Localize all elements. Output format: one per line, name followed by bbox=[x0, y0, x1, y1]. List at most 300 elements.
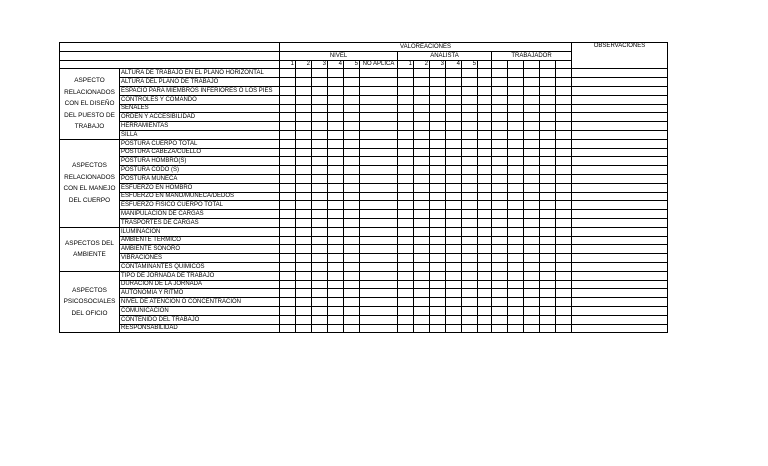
rating-cell[interactable] bbox=[508, 192, 524, 201]
rating-cell[interactable] bbox=[572, 236, 668, 245]
rating-cell[interactable] bbox=[462, 201, 478, 210]
rating-cell[interactable] bbox=[572, 148, 668, 157]
rating-cell[interactable] bbox=[296, 69, 312, 78]
rating-cell[interactable] bbox=[524, 254, 540, 263]
rating-cell[interactable] bbox=[492, 183, 508, 192]
rating-cell[interactable] bbox=[492, 139, 508, 148]
rating-cell[interactable] bbox=[398, 218, 414, 227]
rating-cell[interactable] bbox=[430, 306, 446, 315]
rating-cell[interactable] bbox=[446, 289, 462, 298]
rating-cell[interactable] bbox=[398, 174, 414, 183]
rating-cell[interactable] bbox=[508, 139, 524, 148]
rating-cell[interactable] bbox=[478, 280, 492, 289]
rating-cell[interactable] bbox=[312, 280, 328, 289]
rating-cell[interactable] bbox=[398, 271, 414, 280]
rating-cell[interactable] bbox=[556, 254, 572, 263]
rating-cell[interactable] bbox=[414, 104, 430, 113]
rating-cell[interactable] bbox=[398, 227, 414, 236]
rating-cell[interactable] bbox=[540, 201, 556, 210]
rating-cell[interactable] bbox=[344, 122, 360, 131]
rating-cell[interactable] bbox=[462, 306, 478, 315]
rating-cell[interactable] bbox=[462, 280, 478, 289]
rating-cell[interactable] bbox=[344, 271, 360, 280]
rating-cell[interactable] bbox=[446, 227, 462, 236]
rating-cell[interactable] bbox=[462, 95, 478, 104]
rating-cell[interactable] bbox=[556, 174, 572, 183]
rating-cell[interactable] bbox=[414, 262, 430, 271]
rating-cell[interactable] bbox=[572, 271, 668, 280]
rating-cell[interactable] bbox=[478, 262, 492, 271]
rating-cell[interactable] bbox=[556, 227, 572, 236]
rating-cell[interactable] bbox=[430, 183, 446, 192]
rating-cell[interactable] bbox=[430, 271, 446, 280]
rating-cell[interactable] bbox=[360, 306, 398, 315]
rating-cell[interactable] bbox=[280, 122, 296, 131]
rating-cell[interactable] bbox=[328, 227, 344, 236]
rating-cell[interactable] bbox=[430, 315, 446, 324]
rating-cell[interactable] bbox=[344, 130, 360, 139]
rating-cell[interactable] bbox=[280, 271, 296, 280]
rating-cell[interactable] bbox=[556, 122, 572, 131]
rating-cell[interactable] bbox=[312, 139, 328, 148]
rating-cell[interactable] bbox=[492, 245, 508, 254]
rating-cell[interactable] bbox=[524, 69, 540, 78]
rating-cell[interactable] bbox=[328, 130, 344, 139]
rating-cell[interactable] bbox=[508, 315, 524, 324]
rating-cell[interactable] bbox=[414, 166, 430, 175]
rating-cell[interactable] bbox=[398, 157, 414, 166]
rating-cell[interactable] bbox=[572, 218, 668, 227]
rating-cell[interactable] bbox=[312, 201, 328, 210]
rating-cell[interactable] bbox=[478, 122, 492, 131]
rating-cell[interactable] bbox=[398, 183, 414, 192]
rating-cell[interactable] bbox=[430, 245, 446, 254]
rating-cell[interactable] bbox=[556, 95, 572, 104]
rating-cell[interactable] bbox=[508, 306, 524, 315]
rating-cell[interactable] bbox=[462, 166, 478, 175]
rating-cell[interactable] bbox=[414, 122, 430, 131]
rating-cell[interactable] bbox=[524, 148, 540, 157]
rating-cell[interactable] bbox=[360, 262, 398, 271]
rating-cell[interactable] bbox=[540, 192, 556, 201]
rating-cell[interactable] bbox=[508, 122, 524, 131]
rating-cell[interactable] bbox=[478, 95, 492, 104]
rating-cell[interactable] bbox=[572, 298, 668, 307]
rating-cell[interactable] bbox=[540, 78, 556, 87]
rating-cell[interactable] bbox=[328, 210, 344, 219]
rating-cell[interactable] bbox=[398, 166, 414, 175]
rating-cell[interactable] bbox=[540, 148, 556, 157]
rating-cell[interactable] bbox=[398, 254, 414, 263]
rating-cell[interactable] bbox=[414, 113, 430, 122]
rating-cell[interactable] bbox=[430, 254, 446, 263]
rating-cell[interactable] bbox=[296, 210, 312, 219]
rating-cell[interactable] bbox=[556, 271, 572, 280]
rating-cell[interactable] bbox=[328, 245, 344, 254]
rating-cell[interactable] bbox=[556, 298, 572, 307]
rating-cell[interactable] bbox=[360, 218, 398, 227]
rating-cell[interactable] bbox=[360, 157, 398, 166]
rating-cell[interactable] bbox=[478, 113, 492, 122]
rating-cell[interactable] bbox=[280, 104, 296, 113]
rating-cell[interactable] bbox=[360, 210, 398, 219]
rating-cell[interactable] bbox=[492, 104, 508, 113]
rating-cell[interactable] bbox=[556, 148, 572, 157]
rating-cell[interactable] bbox=[446, 254, 462, 263]
rating-cell[interactable] bbox=[556, 210, 572, 219]
rating-cell[interactable] bbox=[556, 315, 572, 324]
rating-cell[interactable] bbox=[344, 157, 360, 166]
rating-cell[interactable] bbox=[524, 227, 540, 236]
rating-cell[interactable] bbox=[478, 166, 492, 175]
rating-cell[interactable] bbox=[414, 157, 430, 166]
rating-cell[interactable] bbox=[328, 166, 344, 175]
rating-cell[interactable] bbox=[524, 271, 540, 280]
rating-cell[interactable] bbox=[572, 254, 668, 263]
rating-cell[interactable] bbox=[328, 254, 344, 263]
rating-cell[interactable] bbox=[312, 130, 328, 139]
rating-cell[interactable] bbox=[492, 236, 508, 245]
rating-cell[interactable] bbox=[328, 148, 344, 157]
rating-cell[interactable] bbox=[360, 271, 398, 280]
rating-cell[interactable] bbox=[492, 130, 508, 139]
rating-cell[interactable] bbox=[430, 130, 446, 139]
rating-cell[interactable] bbox=[446, 183, 462, 192]
rating-cell[interactable] bbox=[296, 122, 312, 131]
rating-cell[interactable] bbox=[508, 245, 524, 254]
rating-cell[interactable] bbox=[446, 271, 462, 280]
rating-cell[interactable] bbox=[344, 210, 360, 219]
rating-cell[interactable] bbox=[556, 78, 572, 87]
rating-cell[interactable] bbox=[524, 86, 540, 95]
rating-cell[interactable] bbox=[524, 166, 540, 175]
rating-cell[interactable] bbox=[508, 95, 524, 104]
rating-cell[interactable] bbox=[492, 78, 508, 87]
rating-cell[interactable] bbox=[296, 271, 312, 280]
rating-cell[interactable] bbox=[446, 69, 462, 78]
rating-cell[interactable] bbox=[446, 86, 462, 95]
rating-cell[interactable] bbox=[478, 139, 492, 148]
rating-cell[interactable] bbox=[508, 262, 524, 271]
rating-cell[interactable] bbox=[508, 166, 524, 175]
rating-cell[interactable] bbox=[360, 166, 398, 175]
rating-cell[interactable] bbox=[462, 113, 478, 122]
rating-cell[interactable] bbox=[572, 289, 668, 298]
rating-cell[interactable] bbox=[572, 262, 668, 271]
rating-cell[interactable] bbox=[572, 210, 668, 219]
rating-cell[interactable] bbox=[360, 227, 398, 236]
rating-cell[interactable] bbox=[446, 324, 462, 333]
rating-cell[interactable] bbox=[524, 130, 540, 139]
rating-cell[interactable] bbox=[344, 78, 360, 87]
rating-cell[interactable] bbox=[414, 227, 430, 236]
rating-cell[interactable] bbox=[296, 192, 312, 201]
rating-cell[interactable] bbox=[280, 262, 296, 271]
rating-cell[interactable] bbox=[328, 69, 344, 78]
rating-cell[interactable] bbox=[414, 69, 430, 78]
rating-cell[interactable] bbox=[540, 183, 556, 192]
rating-cell[interactable] bbox=[414, 218, 430, 227]
rating-cell[interactable] bbox=[508, 298, 524, 307]
rating-cell[interactable] bbox=[572, 157, 668, 166]
rating-cell[interactable] bbox=[296, 174, 312, 183]
rating-cell[interactable] bbox=[280, 113, 296, 122]
rating-cell[interactable] bbox=[312, 113, 328, 122]
rating-cell[interactable] bbox=[492, 148, 508, 157]
rating-cell[interactable] bbox=[344, 174, 360, 183]
rating-cell[interactable] bbox=[398, 148, 414, 157]
rating-cell[interactable] bbox=[328, 104, 344, 113]
rating-cell[interactable] bbox=[478, 174, 492, 183]
rating-cell[interactable] bbox=[462, 210, 478, 219]
rating-cell[interactable] bbox=[446, 148, 462, 157]
rating-cell[interactable] bbox=[344, 201, 360, 210]
rating-cell[interactable] bbox=[524, 280, 540, 289]
rating-cell[interactable] bbox=[572, 324, 668, 333]
rating-cell[interactable] bbox=[478, 78, 492, 87]
rating-cell[interactable] bbox=[556, 324, 572, 333]
rating-cell[interactable] bbox=[328, 183, 344, 192]
rating-cell[interactable] bbox=[572, 95, 668, 104]
rating-cell[interactable] bbox=[572, 69, 668, 78]
rating-cell[interactable] bbox=[312, 218, 328, 227]
rating-cell[interactable] bbox=[508, 157, 524, 166]
rating-cell[interactable] bbox=[478, 130, 492, 139]
rating-cell[interactable] bbox=[572, 306, 668, 315]
rating-cell[interactable] bbox=[328, 95, 344, 104]
rating-cell[interactable] bbox=[312, 262, 328, 271]
rating-cell[interactable] bbox=[556, 218, 572, 227]
rating-cell[interactable] bbox=[430, 324, 446, 333]
rating-cell[interactable] bbox=[328, 236, 344, 245]
rating-cell[interactable] bbox=[344, 280, 360, 289]
rating-cell[interactable] bbox=[462, 192, 478, 201]
rating-cell[interactable] bbox=[478, 218, 492, 227]
rating-cell[interactable] bbox=[430, 192, 446, 201]
rating-cell[interactable] bbox=[280, 139, 296, 148]
rating-cell[interactable] bbox=[296, 245, 312, 254]
rating-cell[interactable] bbox=[572, 139, 668, 148]
rating-cell[interactable] bbox=[280, 86, 296, 95]
rating-cell[interactable] bbox=[398, 104, 414, 113]
rating-cell[interactable] bbox=[462, 324, 478, 333]
rating-cell[interactable] bbox=[572, 315, 668, 324]
rating-cell[interactable] bbox=[446, 174, 462, 183]
rating-cell[interactable] bbox=[312, 271, 328, 280]
rating-cell[interactable] bbox=[296, 95, 312, 104]
rating-cell[interactable] bbox=[430, 104, 446, 113]
rating-cell[interactable] bbox=[414, 192, 430, 201]
rating-cell[interactable] bbox=[462, 78, 478, 87]
rating-cell[interactable] bbox=[430, 262, 446, 271]
rating-cell[interactable] bbox=[280, 218, 296, 227]
rating-cell[interactable] bbox=[398, 210, 414, 219]
rating-cell[interactable] bbox=[540, 130, 556, 139]
rating-cell[interactable] bbox=[462, 69, 478, 78]
rating-cell[interactable] bbox=[312, 122, 328, 131]
rating-cell[interactable] bbox=[524, 192, 540, 201]
rating-cell[interactable] bbox=[430, 95, 446, 104]
rating-cell[interactable] bbox=[344, 148, 360, 157]
rating-cell[interactable] bbox=[572, 130, 668, 139]
rating-cell[interactable] bbox=[556, 139, 572, 148]
rating-cell[interactable] bbox=[360, 280, 398, 289]
rating-cell[interactable] bbox=[492, 122, 508, 131]
rating-cell[interactable] bbox=[446, 122, 462, 131]
rating-cell[interactable] bbox=[280, 254, 296, 263]
rating-cell[interactable] bbox=[344, 104, 360, 113]
rating-cell[interactable] bbox=[524, 122, 540, 131]
rating-cell[interactable] bbox=[478, 289, 492, 298]
rating-cell[interactable] bbox=[478, 245, 492, 254]
rating-cell[interactable] bbox=[360, 113, 398, 122]
rating-cell[interactable] bbox=[360, 86, 398, 95]
rating-cell[interactable] bbox=[540, 166, 556, 175]
rating-cell[interactable] bbox=[430, 148, 446, 157]
rating-cell[interactable] bbox=[296, 218, 312, 227]
rating-cell[interactable] bbox=[328, 139, 344, 148]
rating-cell[interactable] bbox=[296, 306, 312, 315]
rating-cell[interactable] bbox=[492, 271, 508, 280]
rating-cell[interactable] bbox=[414, 324, 430, 333]
rating-cell[interactable] bbox=[296, 289, 312, 298]
rating-cell[interactable] bbox=[556, 86, 572, 95]
rating-cell[interactable] bbox=[508, 183, 524, 192]
rating-cell[interactable] bbox=[540, 139, 556, 148]
rating-cell[interactable] bbox=[296, 166, 312, 175]
rating-cell[interactable] bbox=[572, 245, 668, 254]
rating-cell[interactable] bbox=[328, 192, 344, 201]
rating-cell[interactable] bbox=[478, 236, 492, 245]
rating-cell[interactable] bbox=[492, 174, 508, 183]
rating-cell[interactable] bbox=[280, 324, 296, 333]
rating-cell[interactable] bbox=[524, 95, 540, 104]
rating-cell[interactable] bbox=[540, 69, 556, 78]
rating-cell[interactable] bbox=[462, 289, 478, 298]
rating-cell[interactable] bbox=[524, 236, 540, 245]
rating-cell[interactable] bbox=[492, 254, 508, 263]
rating-cell[interactable] bbox=[572, 280, 668, 289]
rating-cell[interactable] bbox=[280, 236, 296, 245]
rating-cell[interactable] bbox=[430, 218, 446, 227]
rating-cell[interactable] bbox=[446, 218, 462, 227]
rating-cell[interactable] bbox=[446, 95, 462, 104]
rating-cell[interactable] bbox=[430, 210, 446, 219]
rating-cell[interactable] bbox=[328, 218, 344, 227]
rating-cell[interactable] bbox=[446, 236, 462, 245]
rating-cell[interactable] bbox=[414, 174, 430, 183]
rating-cell[interactable] bbox=[360, 236, 398, 245]
rating-cell[interactable] bbox=[508, 148, 524, 157]
rating-cell[interactable] bbox=[312, 69, 328, 78]
rating-cell[interactable] bbox=[478, 271, 492, 280]
rating-cell[interactable] bbox=[280, 166, 296, 175]
rating-cell[interactable] bbox=[328, 157, 344, 166]
rating-cell[interactable] bbox=[360, 174, 398, 183]
rating-cell[interactable] bbox=[508, 174, 524, 183]
rating-cell[interactable] bbox=[398, 201, 414, 210]
rating-cell[interactable] bbox=[462, 227, 478, 236]
rating-cell[interactable] bbox=[508, 271, 524, 280]
rating-cell[interactable] bbox=[540, 289, 556, 298]
rating-cell[interactable] bbox=[524, 324, 540, 333]
rating-cell[interactable] bbox=[360, 122, 398, 131]
rating-cell[interactable] bbox=[556, 262, 572, 271]
rating-cell[interactable] bbox=[328, 86, 344, 95]
rating-cell[interactable] bbox=[492, 298, 508, 307]
rating-cell[interactable] bbox=[446, 166, 462, 175]
rating-cell[interactable] bbox=[360, 201, 398, 210]
rating-cell[interactable] bbox=[462, 262, 478, 271]
rating-cell[interactable] bbox=[492, 201, 508, 210]
rating-cell[interactable] bbox=[492, 86, 508, 95]
rating-cell[interactable] bbox=[328, 201, 344, 210]
rating-cell[interactable] bbox=[524, 157, 540, 166]
rating-cell[interactable] bbox=[508, 218, 524, 227]
rating-cell[interactable] bbox=[280, 95, 296, 104]
rating-cell[interactable] bbox=[524, 289, 540, 298]
rating-cell[interactable] bbox=[414, 139, 430, 148]
rating-cell[interactable] bbox=[296, 157, 312, 166]
rating-cell[interactable] bbox=[492, 306, 508, 315]
rating-cell[interactable] bbox=[430, 139, 446, 148]
rating-cell[interactable] bbox=[478, 192, 492, 201]
rating-cell[interactable] bbox=[540, 254, 556, 263]
rating-cell[interactable] bbox=[446, 192, 462, 201]
rating-cell[interactable] bbox=[398, 69, 414, 78]
rating-cell[interactable] bbox=[360, 130, 398, 139]
rating-cell[interactable] bbox=[492, 69, 508, 78]
rating-cell[interactable] bbox=[360, 192, 398, 201]
rating-cell[interactable] bbox=[344, 183, 360, 192]
rating-cell[interactable] bbox=[414, 210, 430, 219]
rating-cell[interactable] bbox=[430, 166, 446, 175]
rating-cell[interactable] bbox=[446, 262, 462, 271]
rating-cell[interactable] bbox=[430, 298, 446, 307]
rating-cell[interactable] bbox=[414, 130, 430, 139]
rating-cell[interactable] bbox=[556, 201, 572, 210]
rating-cell[interactable] bbox=[360, 289, 398, 298]
rating-cell[interactable] bbox=[540, 306, 556, 315]
rating-cell[interactable] bbox=[344, 245, 360, 254]
rating-cell[interactable] bbox=[312, 104, 328, 113]
rating-cell[interactable] bbox=[508, 86, 524, 95]
rating-cell[interactable] bbox=[446, 201, 462, 210]
rating-cell[interactable] bbox=[492, 218, 508, 227]
rating-cell[interactable] bbox=[508, 324, 524, 333]
rating-cell[interactable] bbox=[462, 139, 478, 148]
rating-cell[interactable] bbox=[524, 78, 540, 87]
rating-cell[interactable] bbox=[556, 289, 572, 298]
rating-cell[interactable] bbox=[478, 315, 492, 324]
rating-cell[interactable] bbox=[296, 201, 312, 210]
rating-cell[interactable] bbox=[280, 157, 296, 166]
rating-cell[interactable] bbox=[414, 315, 430, 324]
rating-cell[interactable] bbox=[280, 148, 296, 157]
rating-cell[interactable] bbox=[398, 95, 414, 104]
rating-cell[interactable] bbox=[430, 157, 446, 166]
rating-cell[interactable] bbox=[414, 201, 430, 210]
rating-cell[interactable] bbox=[572, 166, 668, 175]
rating-cell[interactable] bbox=[492, 113, 508, 122]
rating-cell[interactable] bbox=[524, 245, 540, 254]
rating-cell[interactable] bbox=[508, 113, 524, 122]
rating-cell[interactable] bbox=[462, 245, 478, 254]
rating-cell[interactable] bbox=[296, 148, 312, 157]
rating-cell[interactable] bbox=[446, 298, 462, 307]
rating-cell[interactable] bbox=[398, 192, 414, 201]
rating-cell[interactable] bbox=[540, 245, 556, 254]
